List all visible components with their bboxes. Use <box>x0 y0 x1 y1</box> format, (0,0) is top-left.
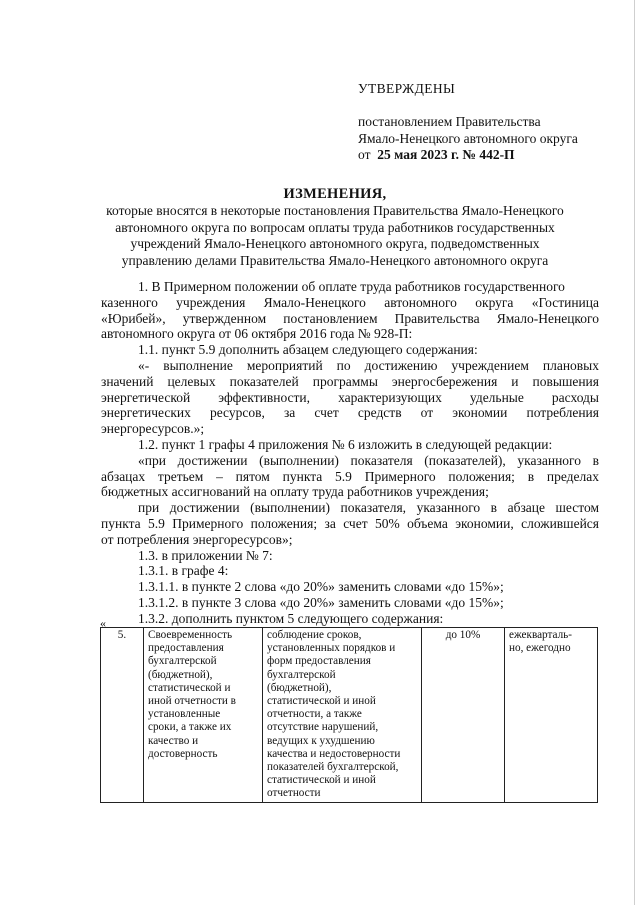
body-line: 1. В Примерном положении об оплате труда работников государственного <box>138 279 565 294</box>
cell-text-line: отчетности <box>267 787 321 800</box>
cell-text-line: (бюджетной), <box>267 681 332 694</box>
body-line: 1.3.1.2. в пункте 3 слова «до 20%» заменить словами «до 15%»; <box>138 594 504 610</box>
body-line: 1.3. в приложении № 7: <box>138 547 273 563</box>
body-line: «при достижении (выполнении) показателя (показателей), указанного в <box>138 452 599 468</box>
approval-title: УТВЕРЖДЕНЫ <box>358 81 456 96</box>
cell-text-line: ежекварталь- <box>509 629 572 641</box>
subtitle-line: которые вносятся в некоторые постановления Правительства Ямало-Ненецкого <box>106 203 564 218</box>
body-line: 1.3.1. в графе 4: <box>138 563 229 579</box>
body-line: пункта 5.9 Примерного положения; за счет 50% объема экономии, сложившейся <box>101 515 599 531</box>
subtitle-line: автономного округа по вопросам оплаты труда работников государственных <box>115 219 555 235</box>
cell-payment-size: до 10% <box>422 628 505 803</box>
body-line: казенного учреждения Ямало-Ненецкого автономного округа «Гостиница <box>101 294 599 310</box>
body-line: 1.2. пункт 1 графы 4 приложения № 6 изложить в следующей редакции: <box>138 436 553 452</box>
cell-text-line: отчетности, а также <box>267 708 362 721</box>
cell-text-line: бухгалтерской <box>148 655 217 668</box>
approval-date-prefix: от <box>358 147 371 162</box>
body-line: энергетической эффективности, характеризующих удельные расходы <box>101 389 599 405</box>
cell-text-line: форм предоставления <box>267 655 371 668</box>
body-line: от потребления энергоресурсов»; <box>101 531 293 547</box>
body-line: при достижении (выполнении) показателя, указанного в абзаце шестом <box>138 500 599 516</box>
cell-text-line: достоверность <box>148 747 218 760</box>
body-line: энергоресурсов.»; <box>101 421 205 437</box>
cell-text-line: (бюджетной), <box>148 668 213 681</box>
cell-text-line: установленные <box>148 708 221 721</box>
cell-periodicity <box>505 628 598 803</box>
indicator-table <box>100 627 598 803</box>
approval-line-1: постановлением Правительства <box>358 114 541 129</box>
body-line: значений целевых показателей программы энергосбережения и повышения <box>101 373 599 389</box>
body-line: 1.3.1.1. в пункте 2 слова «до 20%» заменить словами «до 15%»; <box>138 579 504 595</box>
cell-text-line: сроки, а также их <box>148 721 232 734</box>
cell-indicator-name <box>144 628 263 803</box>
cell-text-line: установленных порядков и <box>267 642 396 655</box>
cell-text-line: качества и недостоверности <box>267 747 401 760</box>
body-line: автономного округа от 06 октября 2016 года № 928-П: <box>101 326 413 342</box>
cell-text-line: но, ежегодно <box>509 642 571 655</box>
body-line: 1.3.2. дополнить пунктом 5 следующего содержания: <box>138 610 444 626</box>
cell-text-line: статистической и иной <box>267 774 376 787</box>
document-subtitle <box>60 203 610 269</box>
document-body <box>101 279 599 627</box>
body-line: 1.1. пункт 5.9 дополнить абзацем следующего содержания: <box>138 342 478 358</box>
cell-text-line: показателей бухгалтерской, <box>267 761 399 774</box>
approval-date-line <box>358 146 515 163</box>
subtitle-line: управлению делами Правительства Ямало-Ненецкого автономного округа <box>121 252 549 268</box>
body-line: «Юрибей», утвержденном постановлением Правительства Ямало-Ненецкого <box>101 310 599 326</box>
cell-text-line: статистической и иной <box>267 695 376 708</box>
cell-number: 5. <box>101 628 144 803</box>
body-line: бюджетных ассигнований на оплату труда работников учреждения; <box>101 484 489 500</box>
page-edge-line <box>634 0 635 905</box>
cell-text-line: ведущих к ухудшению <box>267 734 375 747</box>
approval-line-2: Ямало-Ненецкого автономного округа <box>358 131 578 146</box>
cell-text-line: иной отчетности в <box>148 695 236 708</box>
cell-text-line: отсутствие нарушений, <box>267 721 379 734</box>
cell-text-line: предоставления <box>148 642 224 655</box>
cell-condition <box>263 628 422 803</box>
cell-text-line: Своевременность <box>148 629 233 641</box>
cell-text-line: соблюдение сроков, <box>267 629 362 641</box>
subtitle-line: учреждений Ямало-Ненецкого автономного округа, подведомственных <box>130 236 540 251</box>
body-line: абзацах третьем – пятом пункта 5.9 Примерного положения; в пределах <box>101 468 599 484</box>
approval-date-value: 25 мая 2023 г. № 442-П <box>377 147 515 162</box>
document-heading: ИЗМЕНЕНИЯ, <box>283 186 387 202</box>
cell-text-line: статистической и <box>148 681 231 694</box>
cell-text-line: бухгалтерской <box>267 668 336 681</box>
body-line: «- выполнение мероприятий по достижению учреждением плановых <box>138 357 599 373</box>
opening-quote: « <box>100 616 106 630</box>
body-line: энергетических ресурсов, за счет средств от экономии потребления <box>101 405 599 421</box>
cell-text-line: качество и <box>148 734 199 747</box>
table-row <box>101 628 598 803</box>
